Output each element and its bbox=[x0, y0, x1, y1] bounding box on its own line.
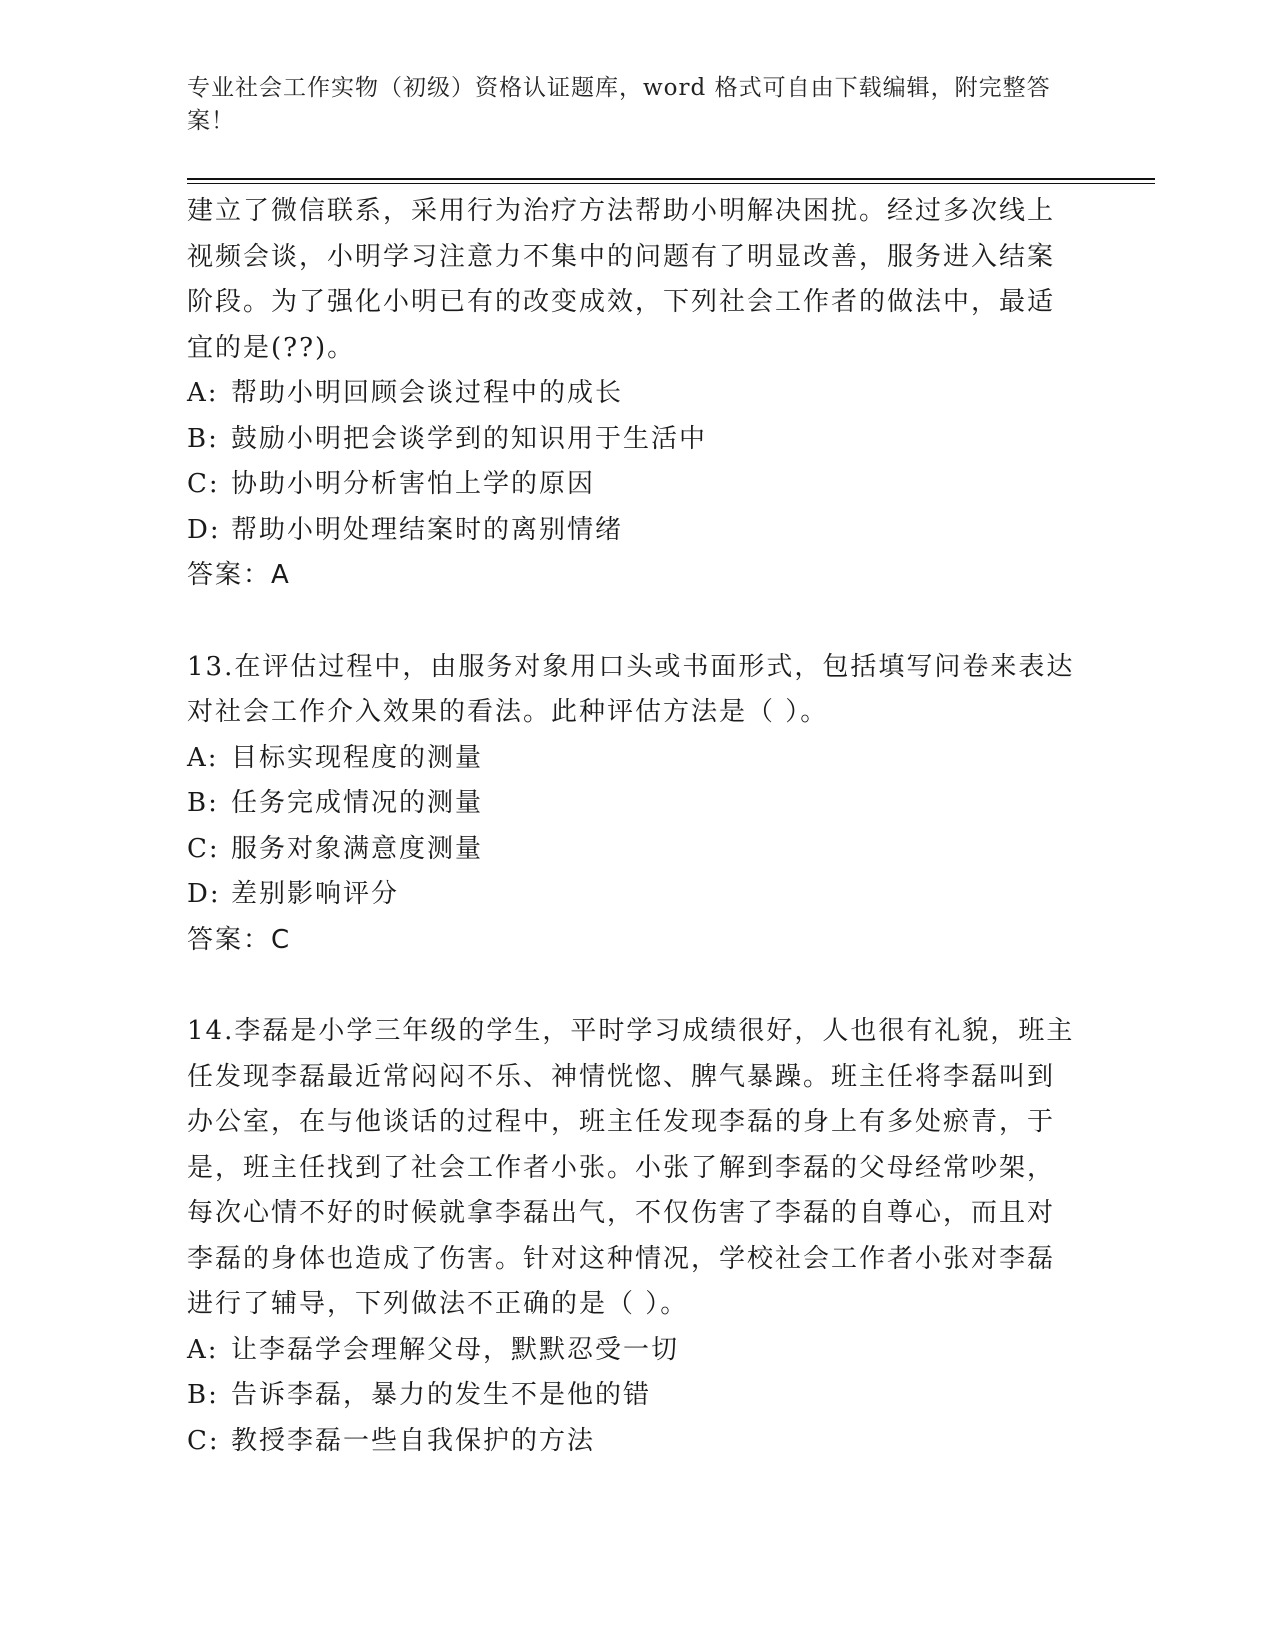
option-a bbox=[187, 371, 1077, 417]
option-b bbox=[187, 1373, 1077, 1419]
option-text: 鼓励小明把会谈学到的知识用于生活中 bbox=[231, 423, 708, 454]
option-text: 差别影响评分 bbox=[231, 879, 400, 909]
answer-line: 答案：C bbox=[187, 924, 292, 955]
option-c bbox=[187, 1419, 1077, 1465]
answer-line: 答案：A bbox=[187, 560, 291, 590]
option-key: D: bbox=[187, 514, 221, 545]
option-d bbox=[187, 872, 1077, 918]
option-a bbox=[187, 736, 1077, 782]
option-key: A: bbox=[187, 378, 219, 408]
question-stem: 14.李磊是小学三年级的学生，平时学习成绩很好，人也很有礼貌，班主任发现李磊最近常闷闷不乐、神情恍惚、脾气暴躁。班主任将李磊叫到办公室，在与他谈话的过程中，班主任发现李磊的身上有多处瘀青，于是，班主任找到了社会工作者小张。小张了解到李磊的父母经常吵架，每次心情不好的时候就拿李磊出气，不仅伤害了李磊的自尊心，而且对李磊的身体也造成了伤害。针对这种情况，学校社会工作者小张对李磊进行了辅导，下列做法不正确的是（ ）。 bbox=[187, 1016, 1075, 1319]
option-key: C: bbox=[187, 1425, 220, 1456]
option-b bbox=[187, 417, 1077, 463]
option-d bbox=[187, 508, 1077, 554]
option-a bbox=[187, 1328, 1077, 1374]
question-14 bbox=[187, 1009, 1077, 1464]
question-stem: 13.在评估过程中，由服务对象用口头或书面形式，包括填写问卷来表达对社会工作介入效果的看法。此种评估方法是（ ）。 bbox=[187, 651, 1075, 727]
option-key: A: bbox=[187, 742, 219, 773]
option-key: C: bbox=[187, 833, 220, 864]
option-key: B: bbox=[187, 788, 219, 818]
option-key: A: bbox=[187, 1334, 219, 1365]
option-text: 教授李磊一些自我保护的方法 bbox=[231, 1425, 596, 1456]
option-key: B: bbox=[187, 1380, 219, 1410]
option-text: 帮助小明回顾会谈过程中的成长 bbox=[231, 378, 624, 408]
option-text: 任务完成情况的测量 bbox=[231, 788, 484, 818]
header-divider-thick bbox=[187, 178, 1155, 180]
option-text: 目标实现程度的测量 bbox=[231, 742, 484, 773]
option-c bbox=[187, 462, 1077, 508]
option-text: 告诉李磊，暴力的发生不是他的错 bbox=[231, 1380, 652, 1410]
question-stem: 建立了微信联系，采用行为治疗方法帮助小明解决困扰。经过多次线上视频会谈，小明学习注意力不集中的问题有了明显改善，服务进入结案阶段。为了强化小明已有的改变成效，下列社会工作者的做法中，最适宜的是(??)。 bbox=[187, 196, 1056, 363]
option-b bbox=[187, 781, 1077, 827]
header-divider-thin bbox=[187, 183, 1155, 184]
option-key: B: bbox=[187, 423, 219, 454]
question-12 bbox=[187, 189, 1077, 599]
option-key: D: bbox=[187, 879, 221, 909]
option-key: C: bbox=[187, 469, 220, 499]
option-text: 帮助小明处理结案时的离别情绪 bbox=[231, 514, 624, 545]
option-text: 协助小明分析害怕上学的原因 bbox=[231, 469, 596, 499]
question-list bbox=[187, 189, 1077, 1510]
option-text: 服务对象满意度测量 bbox=[231, 833, 484, 864]
option-text: 让李磊学会理解父母，默默忍受一切 bbox=[231, 1334, 680, 1365]
option-c bbox=[187, 827, 1077, 873]
question-13 bbox=[187, 645, 1077, 964]
page-header: 专业社会工作实物（初级）资格认证题库，word 格式可自由下载编辑，附完整答案！ bbox=[187, 75, 1051, 134]
